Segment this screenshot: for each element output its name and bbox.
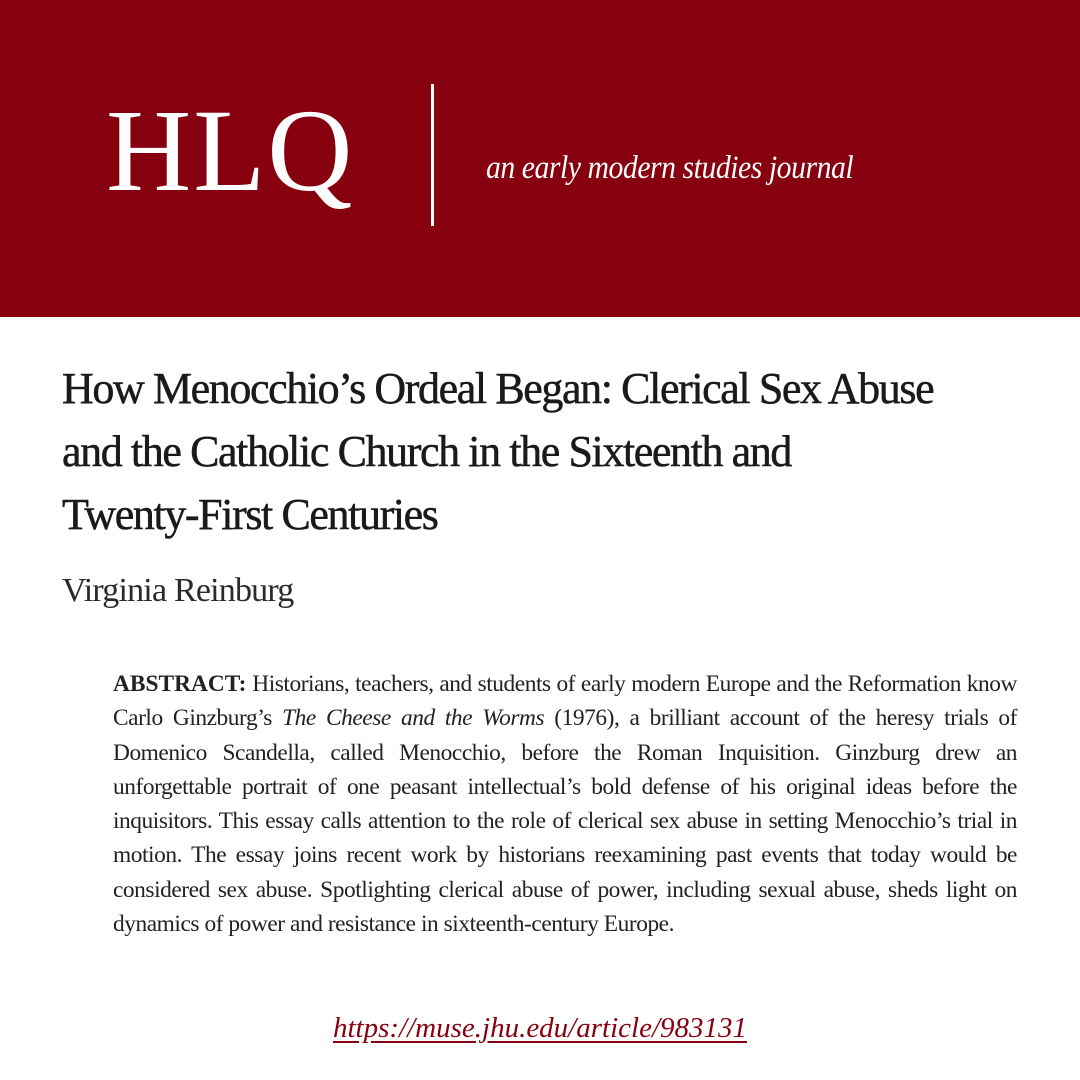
book-title: The Cheese and the Worms bbox=[282, 705, 545, 732]
abstract-text-1: Historians, teachers, and students of early modern Europe and the Reformation know Carlo Ginzburg’s bbox=[113, 671, 1017, 732]
article-title bbox=[62, 357, 1042, 546]
article-abstract bbox=[113, 667, 1017, 941]
article-author: Virginia Reinburg bbox=[62, 572, 294, 609]
journal-banner bbox=[0, 0, 1080, 317]
banner-divider bbox=[431, 84, 434, 226]
abstract-label: ABSTRACT: bbox=[113, 671, 247, 697]
link-container bbox=[0, 1012, 1080, 1045]
journal-tagline: an early modern studies journal bbox=[486, 150, 854, 186]
abstract-text-2: (1976), a brilliant account of the heresy trials of Domenico Scandella, called Menocchio, before the Roman Inquisition. Ginzburg drew an unforgettable portrait of one peasant intellectual’s bold defense of his original ideas before the inquisitors. This essay calls attention to the role of clerical sex abuse in setting Menocchio’s trial in motion. The essay joins recent work by historians reexamining past events that today would be considered sex abuse. Spotlighting clerical abuse of power, including sexual abuse, sheds light on dynamics of power and resistance in sixteenth-century Europe. bbox=[113, 705, 1017, 938]
title-line-1: How Menocchio’s Ordeal Began: Clerical Sex Abuse bbox=[62, 364, 934, 413]
title-line-3: Twenty-First Centuries bbox=[62, 490, 438, 539]
article-link[interactable]: https://muse.jhu.edu/article/983131 bbox=[332, 1012, 747, 1044]
hlq-logo: HLQ bbox=[106, 85, 355, 216]
title-line-2: and the Catholic Church in the Sixteenth and bbox=[62, 427, 792, 476]
